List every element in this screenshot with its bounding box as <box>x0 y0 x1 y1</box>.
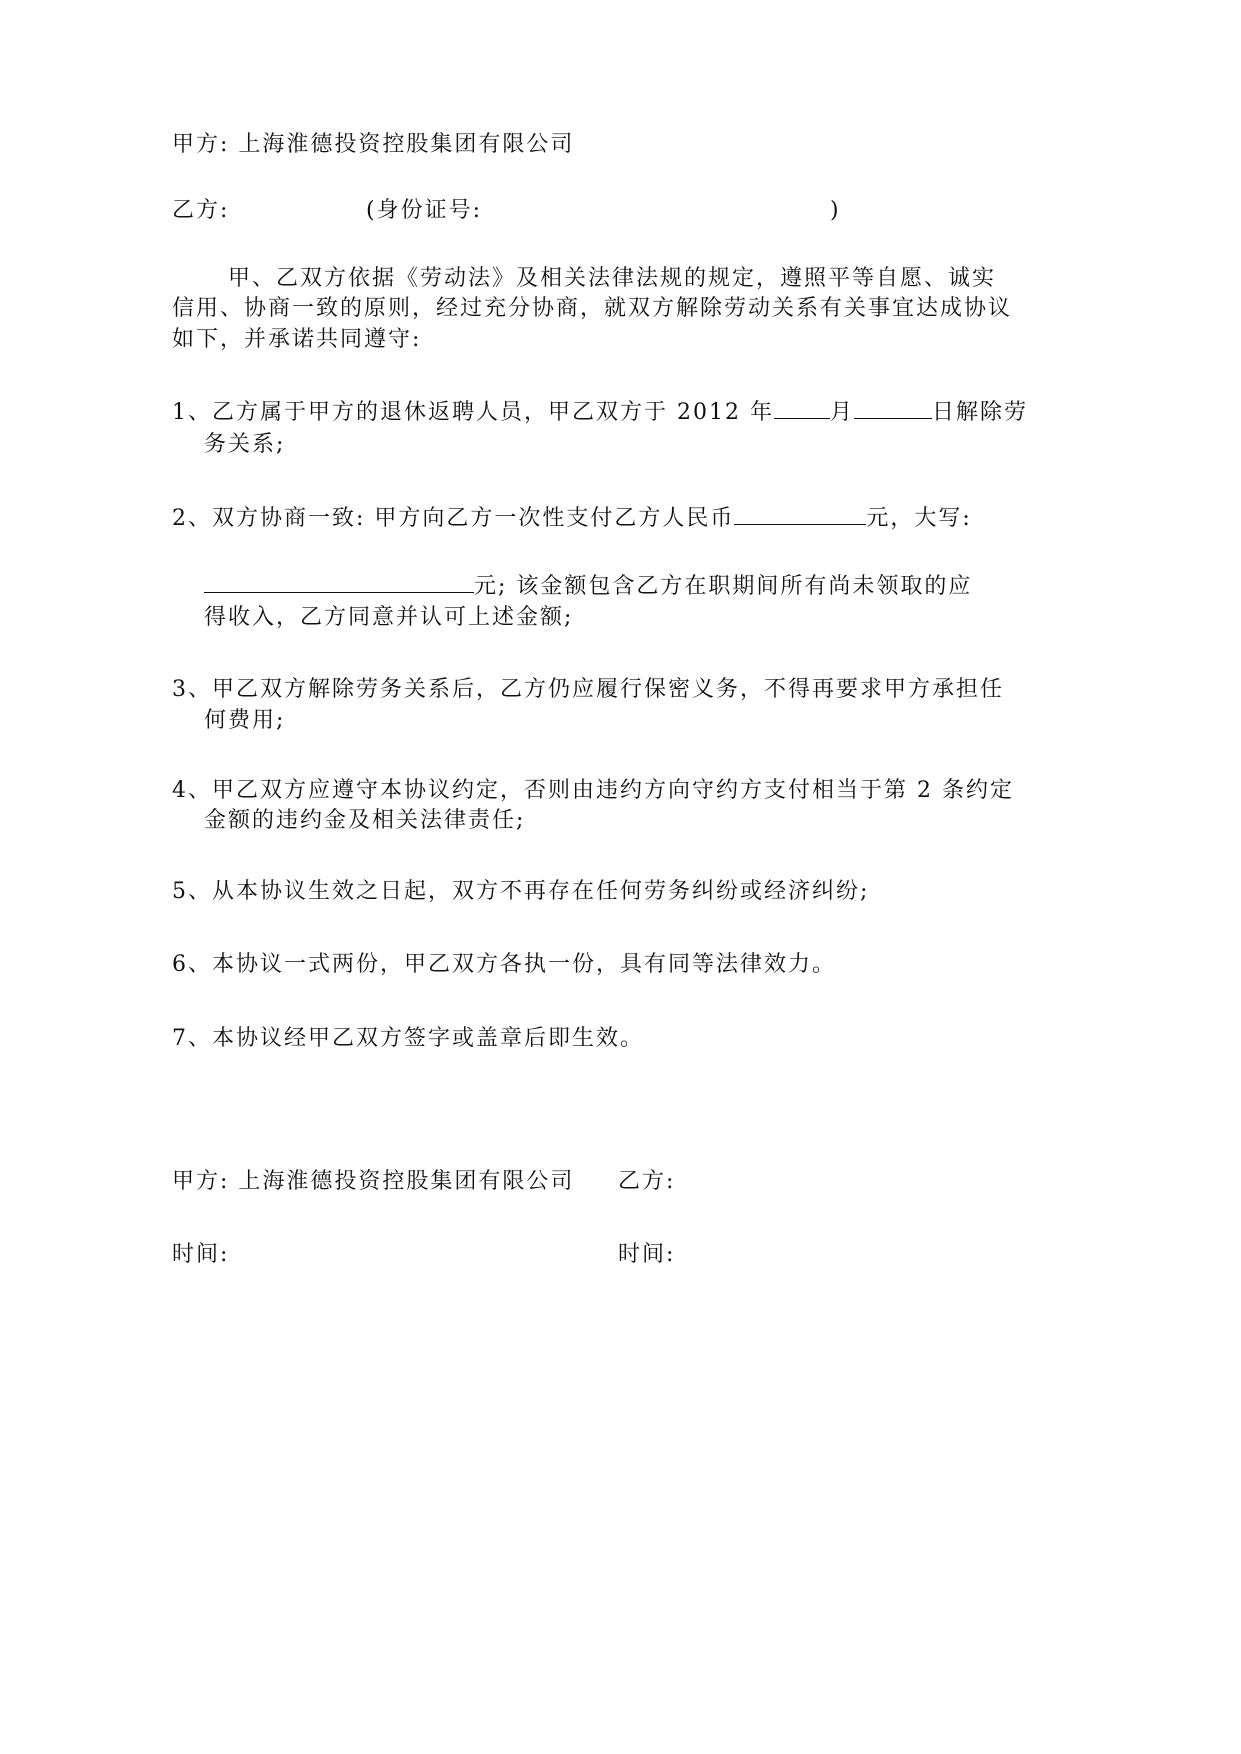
amount-blank <box>734 504 866 525</box>
signature-party-a <box>172 1167 574 1197</box>
intro-line-1: 甲、乙双方依据《劳动法》及相关法律法规的规定，遵照平等自愿、诚实 <box>228 266 997 291</box>
clause-number: 6、 <box>172 952 212 977</box>
clause-text: 本协议经甲乙双方签字或盖章后即生效。 <box>212 1026 645 1051</box>
amount-in-words-blank <box>204 572 474 593</box>
signature-party-a-label: 甲方: <box>172 1169 230 1194</box>
clause-2-cont-2: 得收入，乙方同意并认可上述金额; <box>204 605 574 630</box>
id-number-open <box>366 196 482 226</box>
day-blank <box>854 398 932 419</box>
clause-3-cont: 何费用; <box>204 708 286 733</box>
clause-number: 1、 <box>172 400 212 425</box>
clause-1 <box>172 398 1028 428</box>
signature-party-a-name: 上海淮德投资控股集团有限公司 <box>238 1169 575 1194</box>
clause-number: 4、 <box>172 778 212 803</box>
clause-6 <box>172 950 836 980</box>
clause-number: 2、 <box>172 506 212 531</box>
party-a-name: 上海淮德投资控股集团有限公司 <box>238 132 575 157</box>
id-number-label: (身份证号: <box>366 198 482 223</box>
month-blank <box>774 398 830 419</box>
clause-4 <box>172 776 1014 806</box>
party-a-header <box>172 130 574 160</box>
clause-text: 甲乙双方应遵守本协议约定，否则由违约方向守约方支付相当于第 2 条约定 <box>212 778 1014 803</box>
id-number-close <box>830 196 841 226</box>
clause-number: 5、 <box>172 879 212 904</box>
clause-7 <box>172 1024 644 1054</box>
party-b-header <box>172 196 229 226</box>
clause-number: 3、 <box>172 677 212 702</box>
clause-2-cont-1 <box>204 572 972 602</box>
signature-party-b <box>618 1167 675 1197</box>
clause-number: 7、 <box>172 1026 212 1051</box>
clause-text: 甲乙双方解除劳务关系后，乙方仍应履行保密义务，不得再要求甲方承担任 <box>212 677 1005 702</box>
clause-text: 乙方属于甲方的退休返聘人员，甲乙双方于 2012 年 <box>212 400 774 425</box>
clause-5 <box>172 877 869 907</box>
intro-line-2: 信用、协商一致的原则，经过充分协商，就双方解除劳动关系有关事宜达成协议 <box>172 296 1013 321</box>
clause-4-cont: 金额的违约金及相关法律责任; <box>204 808 526 833</box>
clause-1-cont: 务关系; <box>204 432 286 457</box>
clause-text: 本协议一式两份，甲乙双方各执一份，具有同等法律效力。 <box>212 952 837 977</box>
party-a-label: 甲方: <box>172 132 230 157</box>
month-label: 月 <box>829 400 854 425</box>
signature-party-b-label: 乙方: <box>618 1169 676 1194</box>
party-b-label: 乙方: <box>172 198 230 223</box>
clause-text: 双方协商一致: 甲方向乙方一次性支付乙方人民币 <box>212 506 735 531</box>
signature-time-a: 时间: <box>172 1242 230 1267</box>
clause-text: 从本协议生效之日起，双方不再存在任何劳务纠纷或经济纠纷; <box>212 879 870 904</box>
signature-time-b: 时间: <box>618 1242 676 1267</box>
clause-text: 元; 该金额包含乙方在职期间所有尚未领取的应 <box>474 574 973 599</box>
id-number-close-paren: ) <box>830 198 841 223</box>
clause-text-end: 元，大写: <box>866 506 972 531</box>
clause-3 <box>172 675 1004 705</box>
clause-text-end: 日解除劳 <box>932 400 1029 425</box>
intro-line-3: 如下，并承诺共同遵守: <box>172 327 422 352</box>
clause-2 <box>172 504 972 534</box>
